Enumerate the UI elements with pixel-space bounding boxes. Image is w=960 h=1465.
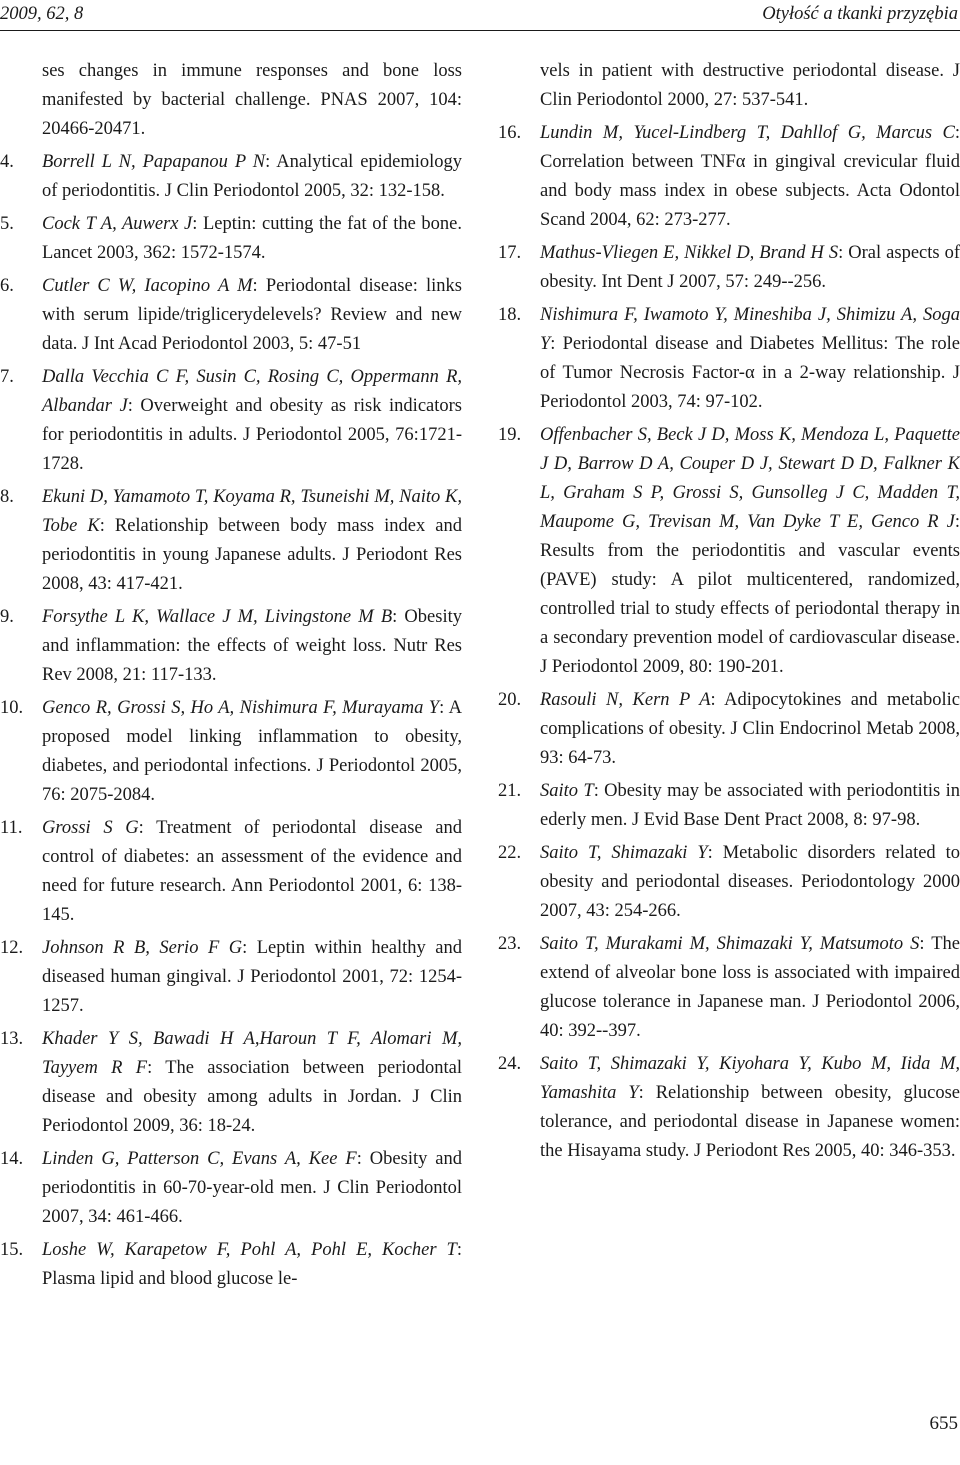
reference-item [0,363,462,479]
reference-authors: Saito T, Shimazaki Y [540,843,708,863]
reference-number: 13. [0,1029,24,1049]
reference-text: : Results from the periodontitis and vascular events (PAVE) study: A pilot multicentered, randomized, controlled trial to study effects of periodontal therapy in a secondary prevention model of cardiovascular disease. J Periodontol 2009, 80: 190-201. [540,512,960,677]
reference-text: : Treatment of periodontal disease and control of diabetes: an assessment of the evidence and need for future research. Ann Periodontol 2001, 6: 138-145. [42,818,463,925]
reference-item [498,839,960,926]
reference-item [498,119,960,235]
reference-item [0,1236,462,1294]
reference-text: : Obesity and periodontitis in 60-70-year-old men. J Clin Periodontol 2007, 34: 461-466. [42,1149,462,1227]
reference-item [0,272,462,359]
reference-text: : Obesity and inflammation: the effects of weight loss. Nutr Res Rev 2008, 21: 117-133. [42,607,462,685]
reference-authors: Johnson R B, Serio F G [42,938,243,958]
reference-authors: Mathus-Vliegen E, Nikkel D, Brand H S [540,243,839,263]
reference-item [0,603,462,690]
reference-item [498,301,960,417]
reference-item [0,483,462,599]
reference-text: vels in patient with destructive periodontal disease. J Clin Periodontol 2000, 27: 537-541. [540,61,960,110]
reference-item [498,239,960,297]
reference-number: 6. [0,276,14,296]
reference-authors: Dalla Vecchia C F, Susin C, Rosing C, Oppermann R, Albandar J [42,367,462,416]
reference-text: : Leptin: cutting the fat of the bone. Lancet 2003, 362: 1572-1574. [42,214,462,263]
running-title: Otyłość a tkanki przyzębia [762,4,958,24]
journal-issue: 2009, 62, 8 [0,4,84,24]
reference-number: 5. [0,214,14,234]
reference-number: 7. [0,367,14,387]
reference-text: ses changes in immune responses and bone loss manifested by bacterial challenge. PNAS 2007, 104: 20466-20471. [42,61,462,139]
reference-number: 18. [498,305,522,325]
reference-item [498,686,960,773]
left-column [0,57,462,1298]
reference-text: : Oral aspects of obesity. Int Dent J 2007, 57: 249--256. [540,243,960,292]
reference-text: : The association between periodontal disease and obesity among adults in Jordan. J Clin Periodontol 2009, 36: 18-24. [42,1058,463,1136]
reference-text: : A proposed model linking inflammation to obesity, diabetes, and periodontal infections. J Periodontol 2005, 76: 2075-2084. [42,698,462,805]
reference-item [0,1025,462,1141]
reference-item [498,930,960,1046]
reference-text: : Leptin within healthy and diseased human gingival. J Periodontol 2001, 72: 1254-1257. [42,938,462,1016]
reference-item [498,57,960,115]
reference-text: : Relationship between obesity, glucose tolerance, and periodontal disease in Japanese women: the Hisayama study. J Periodont Res 2005, 40: 346-353. [540,1083,960,1161]
reference-authors: Saito T, Shimazaki Y, Kiyohara Y, Kubo M, Iida M, Yamashita Y [540,1054,960,1103]
reference-text: : The extend of alveolar bone loss is associated with impaired glucose tolerance in Japanese man. J Periodontol 2006, 40: 392--397. [540,934,960,1041]
reference-text: : Metabolic disorders related to obesity and periodontal diseases. Periodontology 2000 2007, 43: 254-266. [540,843,960,921]
reference-authors: Loshe W, Karapetow F, Pohl A, Pohl E, Kocher T [42,1240,457,1260]
reference-authors: Saito T [540,781,594,801]
reference-text: : Periodontal disease: links with serum lipide/triglicerydelevels? Review and new data. J Int Acad Periodontol 2003, 5: 47-51 [42,276,462,354]
reference-list-left [0,57,462,1294]
reference-item [0,934,462,1021]
reference-text: : Adipocytokines and metabolic complications of obesity. J Clin Endocrinol Metab 2008, 93: 64-73. [540,690,960,768]
reference-number: 20. [498,690,522,710]
reference-number: 10. [0,698,24,718]
reference-item [0,210,462,268]
reference-authors: Linden G, Patterson C, Evans A, Kee F [42,1149,357,1169]
right-column [498,57,960,1170]
reference-authors: Offenbacher S, Beck J D, Moss K, Mendoza L, Paquette J D, Barrow D A, Couper D J, Stewart D D, Falkner K L, Graham S P, Grossi S, Gunsolleg J C, Madden T, Maupome G, Trevisan M, Van Dyke T E, Genco R J [540,425,960,532]
reference-list-right [498,57,960,1166]
reference-number: 22. [498,843,522,863]
reference-item [0,814,462,930]
reference-item [0,148,462,206]
reference-authors: Forsythe L K, Wallace J M, Livingstone M B [42,607,393,627]
reference-text: : Obesity may be associated with periodontitis in ederly men. J Evid Base Dent Pract 2008, 8: 97-98. [540,781,960,830]
reference-authors: Khader Y S, Bawadi H A,Haroun T F, Alomari M, Tayyem R F [42,1029,462,1078]
reference-number: 14. [0,1149,24,1169]
reference-item [498,421,960,682]
reference-authors: Rasouli N, Kern P A [540,690,711,710]
reference-number: 21. [498,781,522,801]
reference-number: 12. [0,938,24,958]
reference-authors: Nishimura F, Iwamoto Y, Mineshiba J, Shimizu A, Soga Y [540,305,960,354]
reference-number: 17. [498,243,522,263]
reference-authors: Grossi S G [42,818,139,838]
reference-item [0,1145,462,1232]
reference-number: 4. [0,152,14,172]
reference-authors: Ekuni D, Yamamoto T, Koyama R, Tsuneishi M, Naito K, Tobe K [42,487,462,536]
reference-authors: Genco R, Grossi S, Ho A, Nishimura F, Murayama Y [42,698,440,718]
reference-number: 23. [498,934,522,954]
reference-number: 16. [498,123,522,143]
reference-number: 19. [498,425,522,445]
reference-authors: Lundin M, Yucel-Lindberg T, Dahllof G, Marcus C [540,123,955,143]
reference-number: 11. [0,818,23,838]
reference-text: : Plasma lipid and blood glucose le- [42,1240,462,1289]
reference-number: 15. [0,1240,24,1260]
page-number: 655 [929,1413,958,1434]
reference-item [498,777,960,835]
reference-authors: Borrell L N, Papapanou P N [42,152,266,172]
reference-text: : Correlation between TNFα in gingival crevicular fluid and body mass index in obese subjects. Acta Odontol Scand 2004, 62: 273-277. [540,123,960,230]
reference-authors: Cock T A, Auwerx J [42,214,193,234]
reference-text: : Relationship between body mass index and periodontitis in young Japanese adults. J Periodont Res 2008, 43: 417-421. [42,516,462,594]
reference-item [498,1050,960,1166]
reference-text: : Overweight and obesity as risk indicators for periodontitis in adults. J Periodontol 2005, 76:1721-1728. [42,396,462,474]
reference-number: 9. [0,607,14,627]
reference-item [0,694,462,810]
running-header [0,0,960,31]
reference-text: : Periodontal disease and Diabetes Mellitus: The role of Tumor Necrosis Factor-α in a 2-way relationship. J Periodontol 2003, 74: 97-102. [540,334,960,412]
reference-item [0,57,462,144]
reference-text: : Analytical epidemiology of periodontitis. J Clin Periodontol 2005, 32: 132-158. [42,152,463,201]
reference-authors: Saito T, Murakami M, Shimazaki Y, Matsumoto S [540,934,920,954]
reference-number: 8. [0,487,14,507]
reference-number: 24. [498,1054,522,1074]
reference-authors: Cutler C W, Iacopino A M [42,276,253,296]
